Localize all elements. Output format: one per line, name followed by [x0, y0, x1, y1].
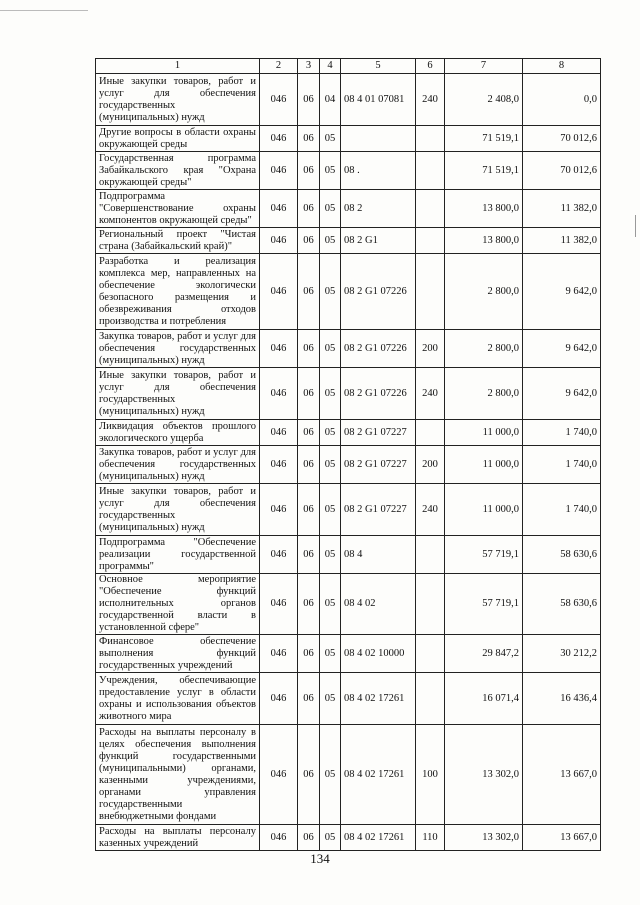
section-code-cell: 06 — [298, 126, 320, 152]
row-name-cell: Закупка товаров, работ и услуг для обеспечения государственных (муниципальных) нужд — [96, 446, 260, 484]
admin-code-cell: 046 — [260, 825, 298, 851]
section-code-cell: 06 — [298, 74, 320, 126]
admin-code-cell: 046 — [260, 254, 298, 330]
amount-col8-cell: 13 667,0 — [523, 825, 601, 851]
target-article-cell: 08 2 G1 — [341, 228, 416, 254]
target-article-cell: 08 2 G1 07226 — [341, 330, 416, 368]
section-code-cell: 06 — [298, 330, 320, 368]
target-article-cell: 08 2 — [341, 190, 416, 228]
row-name-cell: Учреждения, обеспечивающие предоставление услуг в области охраны и использования объектов животного мира — [96, 673, 260, 725]
target-article-cell — [341, 126, 416, 152]
admin-code-cell: 046 — [260, 484, 298, 536]
amount-col8-cell: 9 642,0 — [523, 368, 601, 420]
row-name-cell: Иные закупки товаров, работ и услуг для обеспечения государственных (муниципальных) нужд — [96, 74, 260, 126]
table-body — [96, 74, 601, 851]
amount-col7-cell: 2 800,0 — [445, 254, 523, 330]
section-code-cell: 06 — [298, 420, 320, 446]
row-name-cell: Основное мероприятие "Обеспечение функций исполнительных органов государственной власти в установленной сфере" — [96, 574, 260, 635]
admin-code-cell: 046 — [260, 152, 298, 190]
section-code-cell: 06 — [298, 825, 320, 851]
subsection-code-cell: 05 — [320, 126, 341, 152]
admin-code-cell: 046 — [260, 228, 298, 254]
expense-type-cell: 240 — [416, 484, 445, 536]
row-name-cell: Иные закупки товаров, работ и услуг для обеспечения государственных (муниципальных) нужд — [96, 484, 260, 536]
target-article-cell: 08 4 02 17261 — [341, 725, 416, 825]
budget-table — [95, 58, 601, 851]
target-article-cell: 08 2 G1 07227 — [341, 484, 416, 536]
amount-col7-cell: 11 000,0 — [445, 420, 523, 446]
subsection-code-cell: 05 — [320, 574, 341, 635]
amount-col7-cell: 71 519,1 — [445, 152, 523, 190]
subsection-code-cell: 05 — [320, 228, 341, 254]
amount-col8-cell: 9 642,0 — [523, 254, 601, 330]
admin-code-cell: 046 — [260, 190, 298, 228]
amount-col7-cell: 2 800,0 — [445, 368, 523, 420]
amount-col7-cell: 2 408,0 — [445, 74, 523, 126]
row-name-cell: Финансовое обеспечение выполнения функций государственных учреждений — [96, 635, 260, 673]
amount-col8-cell: 13 667,0 — [523, 725, 601, 825]
amount-col7-cell: 57 719,1 — [445, 574, 523, 635]
section-code-cell: 06 — [298, 368, 320, 420]
section-code-cell: 06 — [298, 673, 320, 725]
admin-code-cell: 046 — [260, 74, 298, 126]
header-cell: 1 — [96, 59, 260, 74]
table-row — [96, 152, 601, 190]
target-article-cell: 08 4 — [341, 536, 416, 574]
row-name-cell: Иные закупки товаров, работ и услуг для обеспечения государственных (муниципальных) нужд — [96, 368, 260, 420]
admin-code-cell: 046 — [260, 673, 298, 725]
target-article-cell: 08 2 G1 07226 — [341, 254, 416, 330]
table-row — [96, 420, 601, 446]
row-name-cell: Подпрограмма "Совершенствование охраны компонентов окружающей среды" — [96, 190, 260, 228]
row-name-cell: Региональный проект "Чистая страна (Забайкальский край)" — [96, 228, 260, 254]
amount-col7-cell: 11 000,0 — [445, 446, 523, 484]
header-cell: 3 — [298, 59, 320, 74]
section-code-cell: 06 — [298, 254, 320, 330]
table-row — [96, 74, 601, 126]
scan-edge-mark — [0, 10, 88, 11]
section-code-cell: 06 — [298, 446, 320, 484]
row-name-cell: Ликвидация объектов прошлого экологического ущерба — [96, 420, 260, 446]
table-row — [96, 635, 601, 673]
row-name-cell: Подпрограмма "Обеспечение реализации государственной программы" — [96, 536, 260, 574]
row-name-cell: Государственная программа Забайкальского края "Охрана окружающей среды" — [96, 152, 260, 190]
subsection-code-cell: 05 — [320, 536, 341, 574]
table-row — [96, 330, 601, 368]
expense-type-cell — [416, 254, 445, 330]
expense-type-cell — [416, 673, 445, 725]
header-cell: 7 — [445, 59, 523, 74]
table-row — [96, 368, 601, 420]
section-code-cell: 06 — [298, 484, 320, 536]
scan-edge-mark — [635, 215, 636, 237]
amount-col8-cell: 70 012,6 — [523, 152, 601, 190]
amount-col8-cell: 9 642,0 — [523, 330, 601, 368]
target-article-cell: 08 4 02 17261 — [341, 673, 416, 725]
amount-col7-cell: 29 847,2 — [445, 635, 523, 673]
table-row — [96, 574, 601, 635]
amount-col8-cell: 70 012,6 — [523, 126, 601, 152]
subsection-code-cell: 05 — [320, 446, 341, 484]
subsection-code-cell: 05 — [320, 635, 341, 673]
row-name-cell: Расходы на выплаты персоналу в целях обеспечения выполнения функций государственными (муниципальными) органами, казенными учреждениями, органами управления государственными внебюджетными фондами — [96, 725, 260, 825]
admin-code-cell: 046 — [260, 574, 298, 635]
expense-type-cell — [416, 190, 445, 228]
amount-col7-cell: 13 302,0 — [445, 825, 523, 851]
admin-code-cell: 046 — [260, 420, 298, 446]
target-article-cell: 08 2 G1 07227 — [341, 446, 416, 484]
expense-type-cell: 100 — [416, 725, 445, 825]
admin-code-cell: 046 — [260, 446, 298, 484]
amount-col7-cell: 13 800,0 — [445, 190, 523, 228]
subsection-code-cell: 05 — [320, 725, 341, 825]
subsection-code-cell: 05 — [320, 825, 341, 851]
expense-type-cell: 110 — [416, 825, 445, 851]
admin-code-cell: 046 — [260, 635, 298, 673]
header-cell: 4 — [320, 59, 341, 74]
subsection-code-cell: 05 — [320, 190, 341, 228]
admin-code-cell: 046 — [260, 330, 298, 368]
expense-type-cell — [416, 536, 445, 574]
section-code-cell: 06 — [298, 152, 320, 190]
table-row — [96, 673, 601, 725]
amount-col8-cell: 58 630,6 — [523, 536, 601, 574]
subsection-code-cell: 05 — [320, 673, 341, 725]
expense-type-cell: 200 — [416, 330, 445, 368]
expense-type-cell: 240 — [416, 74, 445, 126]
row-name-cell: Расходы на выплаты персоналу казенных учреждений — [96, 825, 260, 851]
amount-col8-cell: 30 212,2 — [523, 635, 601, 673]
row-name-cell: Разработка и реализация комплекса мер, направленных на обеспечение экологически безопасного размещения и обезвреживания отходов производства и потребления — [96, 254, 260, 330]
admin-code-cell: 046 — [260, 126, 298, 152]
amount-col7-cell: 13 302,0 — [445, 725, 523, 825]
target-article-cell: 08 4 02 17261 — [341, 825, 416, 851]
amount-col8-cell: 11 382,0 — [523, 228, 601, 254]
table-row — [96, 825, 601, 851]
admin-code-cell: 046 — [260, 725, 298, 825]
subsection-code-cell: 05 — [320, 368, 341, 420]
expense-type-cell — [416, 228, 445, 254]
header-cell: 6 — [416, 59, 445, 74]
amount-col7-cell: 13 800,0 — [445, 228, 523, 254]
amount-col8-cell: 1 740,0 — [523, 446, 601, 484]
subsection-code-cell: 05 — [320, 420, 341, 446]
target-article-cell: 08 4 01 07081 — [341, 74, 416, 126]
target-article-cell: 08 . — [341, 152, 416, 190]
table-row — [96, 484, 601, 536]
target-article-cell: 08 2 G1 07227 — [341, 420, 416, 446]
section-code-cell: 06 — [298, 228, 320, 254]
expense-type-cell — [416, 126, 445, 152]
subsection-code-cell: 05 — [320, 152, 341, 190]
section-code-cell: 06 — [298, 635, 320, 673]
expense-type-cell — [416, 635, 445, 673]
subsection-code-cell: 04 — [320, 74, 341, 126]
admin-code-cell: 046 — [260, 368, 298, 420]
page-number: 134 — [310, 851, 330, 866]
header-cell: 2 — [260, 59, 298, 74]
amount-col8-cell: 1 740,0 — [523, 484, 601, 536]
subsection-code-cell: 05 — [320, 330, 341, 368]
amount-col7-cell: 16 071,4 — [445, 673, 523, 725]
expense-type-cell: 240 — [416, 368, 445, 420]
amount-col8-cell: 1 740,0 — [523, 420, 601, 446]
section-code-cell: 06 — [298, 574, 320, 635]
amount-col7-cell: 11 000,0 — [445, 484, 523, 536]
table-row — [96, 725, 601, 825]
row-name-cell: Другие вопросы в области охраны окружающей среды — [96, 126, 260, 152]
amount-col8-cell: 16 436,4 — [523, 673, 601, 725]
target-article-cell: 08 2 G1 07226 — [341, 368, 416, 420]
subsection-code-cell: 05 — [320, 254, 341, 330]
amount-col7-cell: 2 800,0 — [445, 330, 523, 368]
table-row — [96, 126, 601, 152]
target-article-cell: 08 4 02 10000 — [341, 635, 416, 673]
expense-type-cell — [416, 574, 445, 635]
admin-code-cell: 046 — [260, 536, 298, 574]
amount-col7-cell: 71 519,1 — [445, 126, 523, 152]
target-article-cell: 08 4 02 — [341, 574, 416, 635]
table-row — [96, 190, 601, 228]
table-header-row — [96, 59, 601, 74]
amount-col8-cell: 0,0 — [523, 74, 601, 126]
header-cell: 5 — [341, 59, 416, 74]
table-row — [96, 536, 601, 574]
section-code-cell: 06 — [298, 725, 320, 825]
table-row — [96, 254, 601, 330]
subsection-code-cell: 05 — [320, 484, 341, 536]
table-row — [96, 446, 601, 484]
expense-type-cell — [416, 152, 445, 190]
amount-col8-cell: 58 630,6 — [523, 574, 601, 635]
amount-col8-cell: 11 382,0 — [523, 190, 601, 228]
header-cell: 8 — [523, 59, 601, 74]
amount-col7-cell: 57 719,1 — [445, 536, 523, 574]
expense-type-cell: 200 — [416, 446, 445, 484]
table-row — [96, 228, 601, 254]
section-code-cell: 06 — [298, 536, 320, 574]
row-name-cell: Закупка товаров, работ и услуг для обеспечения государственных (муниципальных) нужд — [96, 330, 260, 368]
section-code-cell: 06 — [298, 190, 320, 228]
expense-type-cell — [416, 420, 445, 446]
